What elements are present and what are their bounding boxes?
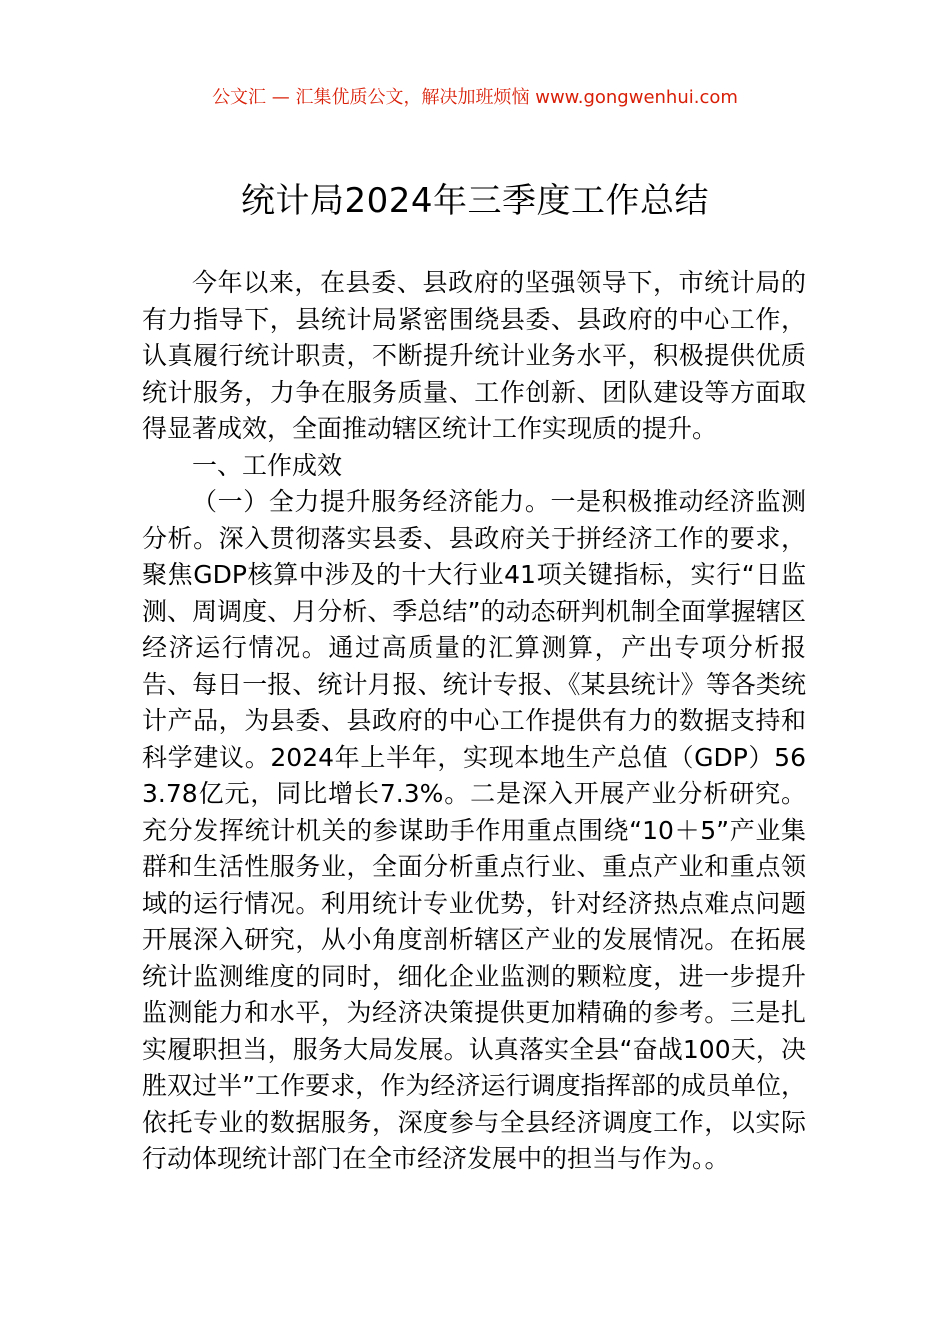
intro-paragraph: 今年以来，在县委、县政府的坚强领导下，市统计局的有力指导下，县统计局紧密围绕县委、县政府的中心工作，认真履行统计职责，不断提升统计业务水平，积极提供优质统计服务，力争在服务质量、工作创新、团队建设等方面取得显著成效，全面推动辖区统计工作实现质的提升。 xyxy=(142,268,806,443)
watermark-header: 公文汇 — 汇集优质公文，解决加班烦恼 www.gongwenhui.com xyxy=(212,87,738,108)
document-title: 统计局2024年三季度工作总结 xyxy=(240,181,710,221)
section-heading: 一、工作成效 xyxy=(192,450,343,480)
section-paragraph: （一）全力提升服务经济能力。一是积极推动经济监测分析。深入贯彻落实县委、县政府关于拼经济工作的要求，聚焦GDP核算中涉及的十大行业41项关键指标，实行“日监测、周调度、月分析、季总结”的动态研判机制全面掌握辖区经济运行情况。通过高质量的汇算测算，产出专项分析报告、每日一报、统计月报、统计专报、《某县统计》等各类统计产品，为县委、县政府的中心工作提供有力的数据支持和科学建议。2024年上半年，实现本地生产总值（GDP）563.78亿元，同比增长7.3%。二是深入开展产业分析研究。充分发挥统计机关的参谋助手作用重点围绕“10＋5”产业集群和生活性服务业，全面分析重点行业、重点产业和重点领域的运行情况。利用统计专业优势，针对经济热点难点问题开展深入研究，从小角度剖析辖区产业的发展情况。在拓展统计监测维度的同时，细化企业监测的颗粒度，进一步提升监测能力和水平，为经济决策提供更加精确的参考。三是扎实履职担当，服务大局发展。认真落实全县“奋战100天，决胜双过半”工作要求，作为经济运行调度指挥部的成员单位，依托专业的数据服务，深度参与全县经济调度工作，以实际行动体现统计部门在全市经济发展中的担当与作为。。 xyxy=(142,487,806,1173)
document-body xyxy=(142,265,806,1178)
